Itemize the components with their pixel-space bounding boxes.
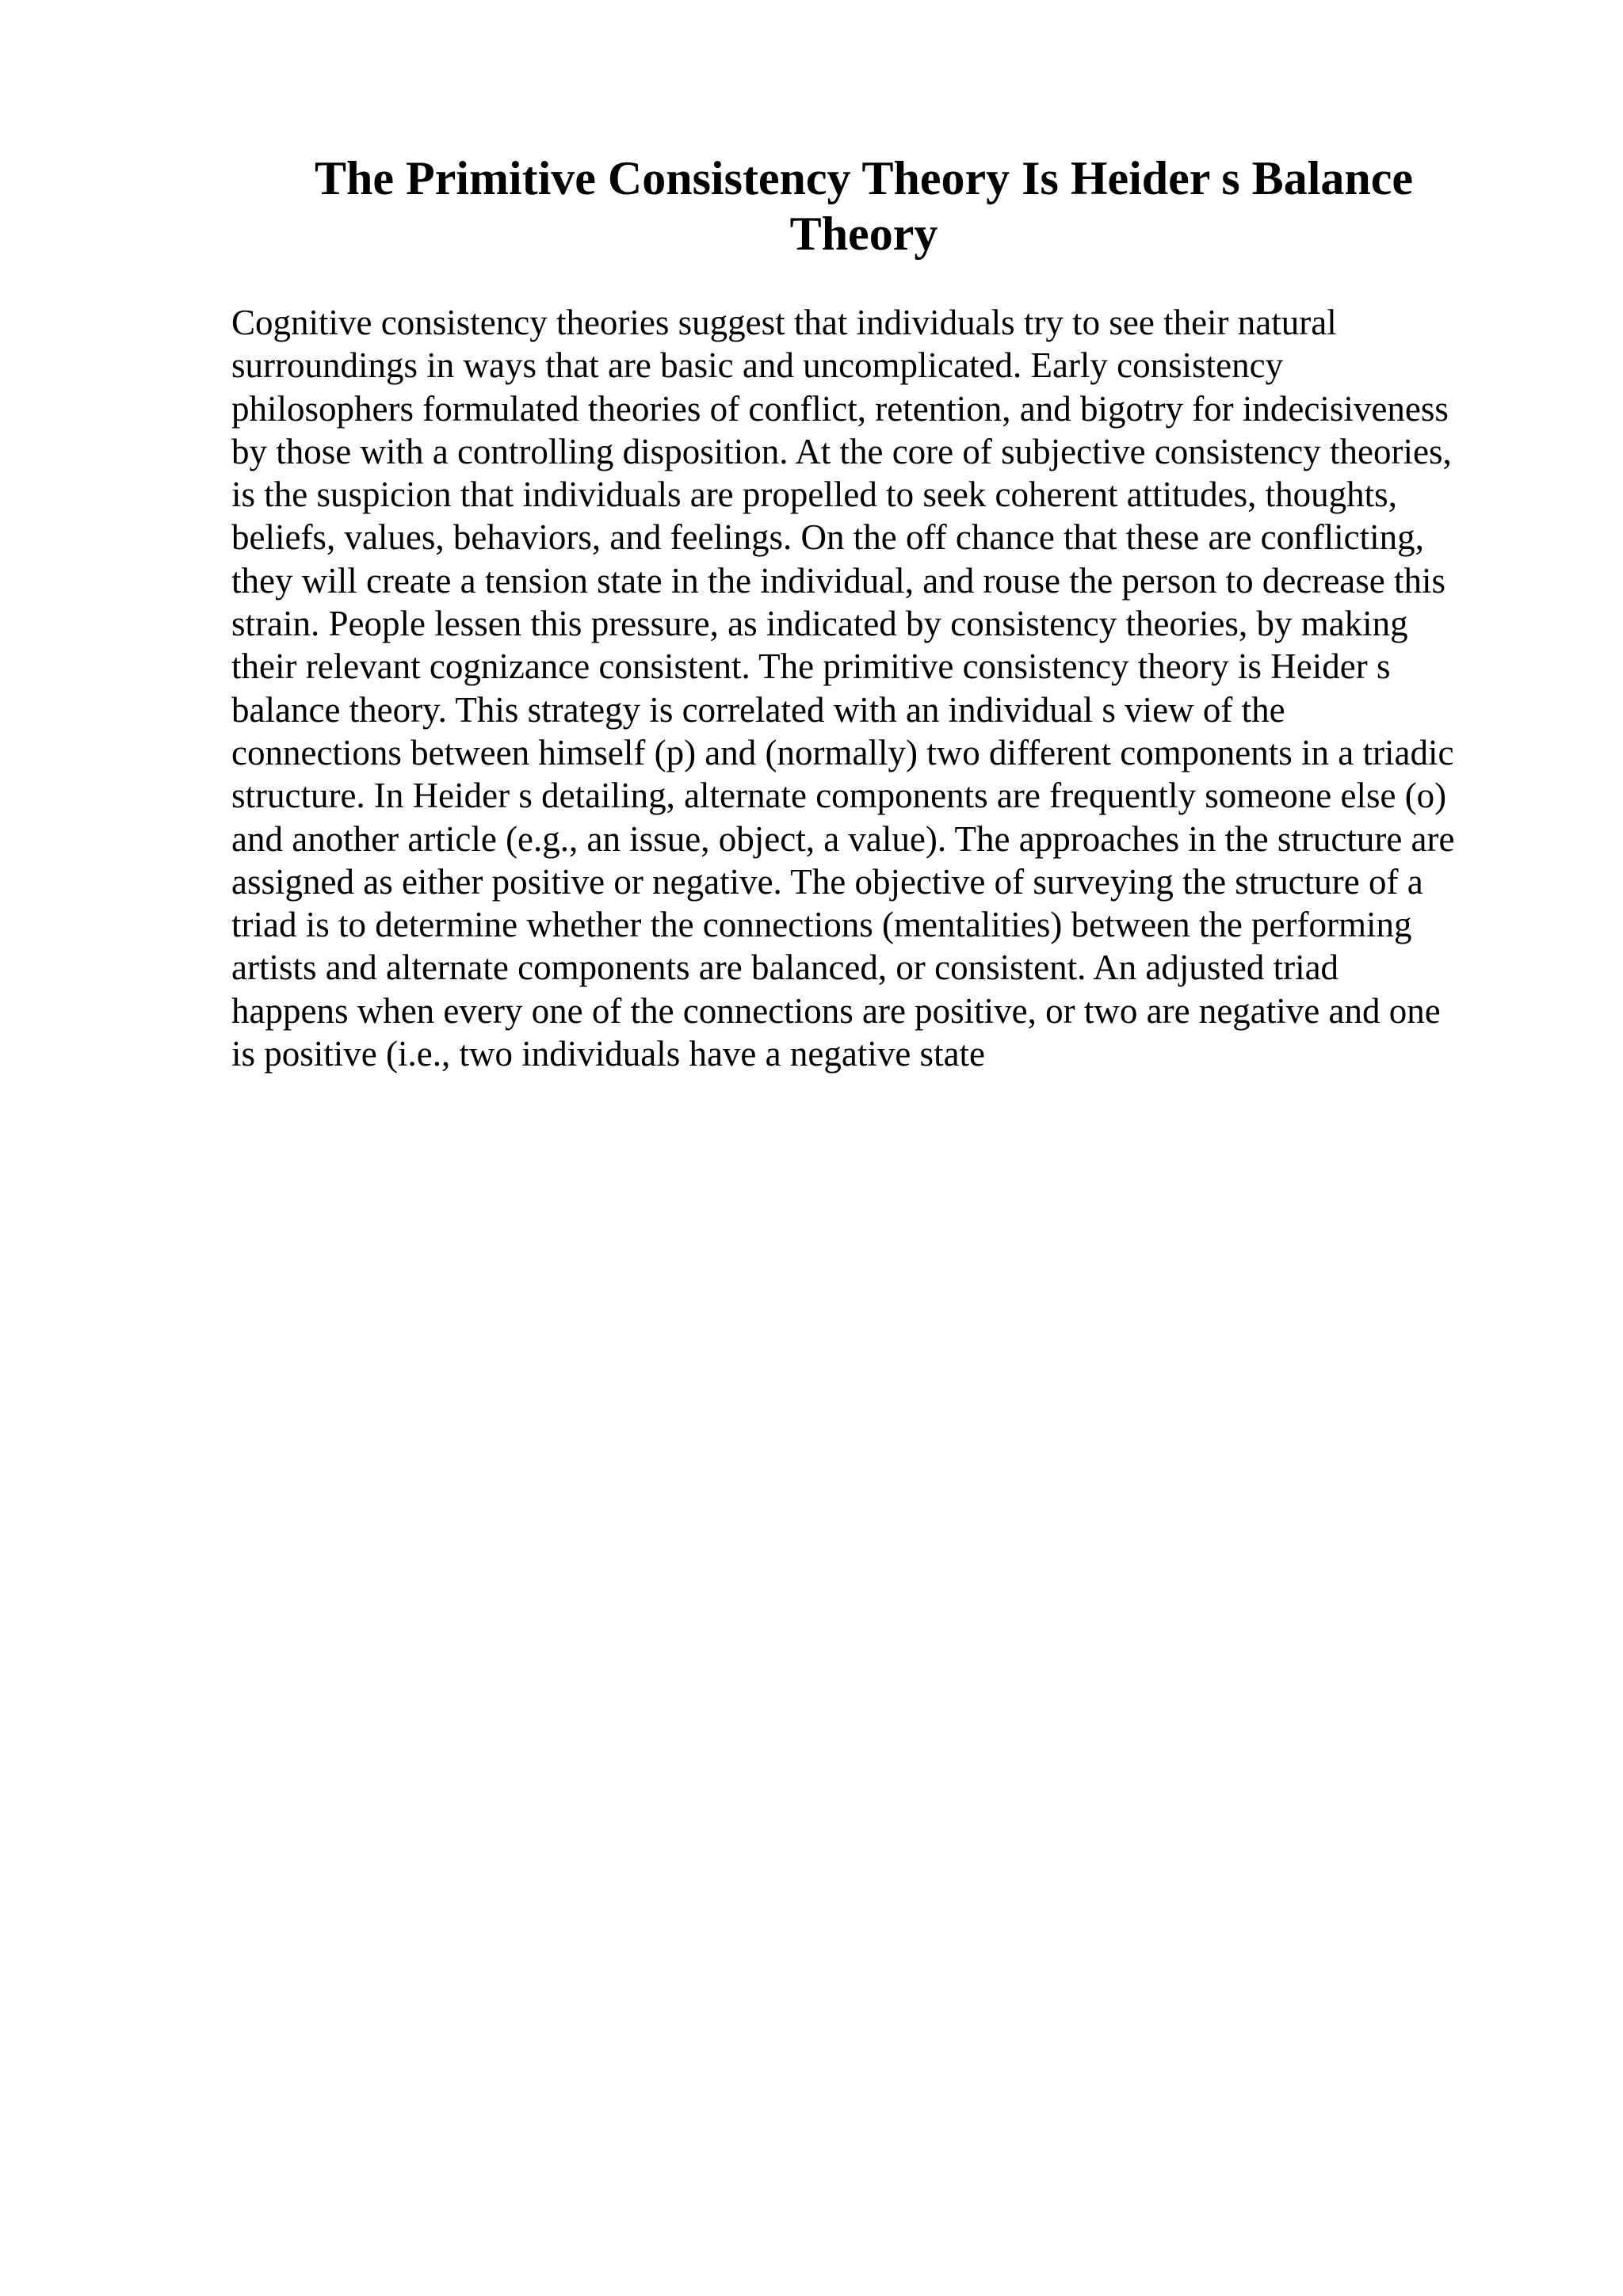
body-line: assigned as either positive or negative. The objective of surveying the structure of a <box>231 861 1423 902</box>
body-line: strain. People lessen this pressure, as indicated by consistency theories, by making <box>231 604 1408 644</box>
body-line: beliefs, values, behaviors, and feelings. On the off chance that these are conflicting, <box>231 517 1424 558</box>
body-line: structure. In Heider s detailing, alternate components are frequently someone else (o) <box>231 776 1447 816</box>
body-line: happens when every one of the connections are positive, or two are negative and one <box>231 990 1441 1031</box>
body-line: balance theory. This strategy is correlated with an individual s view of the <box>231 689 1285 730</box>
body-line: artists and alternate components are balanced, or consistent. An adjusted triad <box>231 948 1339 988</box>
body-line: and another article (e.g., an issue, object, a value). The approaches in the structure are <box>231 818 1455 859</box>
body-line: is the suspicion that individuals are propelled to seek coherent attitudes, thoughts, <box>231 475 1397 515</box>
body-line: triad is to determine whether the connections (mentalities) between the performing <box>231 905 1412 945</box>
body-paragraph <box>231 301 1511 1075</box>
body-line: their relevant cognizance consistent. The primitive consistency theory is Heider s <box>231 646 1391 687</box>
body-line: by those with a controlling disposition. At the core of subjective consistency theories, <box>231 431 1452 471</box>
body-line: connections between himself (p) and (normally) two different components in a triadic <box>231 732 1454 772</box>
body-line: Cognitive consistency theories suggest that individuals try to see their natural <box>231 303 1337 342</box>
body-line: they will create a tension state in the individual, and rouse the person to decrease this <box>231 560 1446 601</box>
body-line: is positive (i.e., two individuals have a negative state <box>231 1034 986 1074</box>
document-title: The Primitive Consistency Theory Is Heider s Balance Theory <box>314 152 1414 260</box>
body-line: philosophers formulated theories of conflict, retention, and bigotry for indecisiveness <box>231 388 1449 429</box>
body-line: surroundings in ways that are basic and uncomplicated. Early consistency <box>231 345 1284 386</box>
